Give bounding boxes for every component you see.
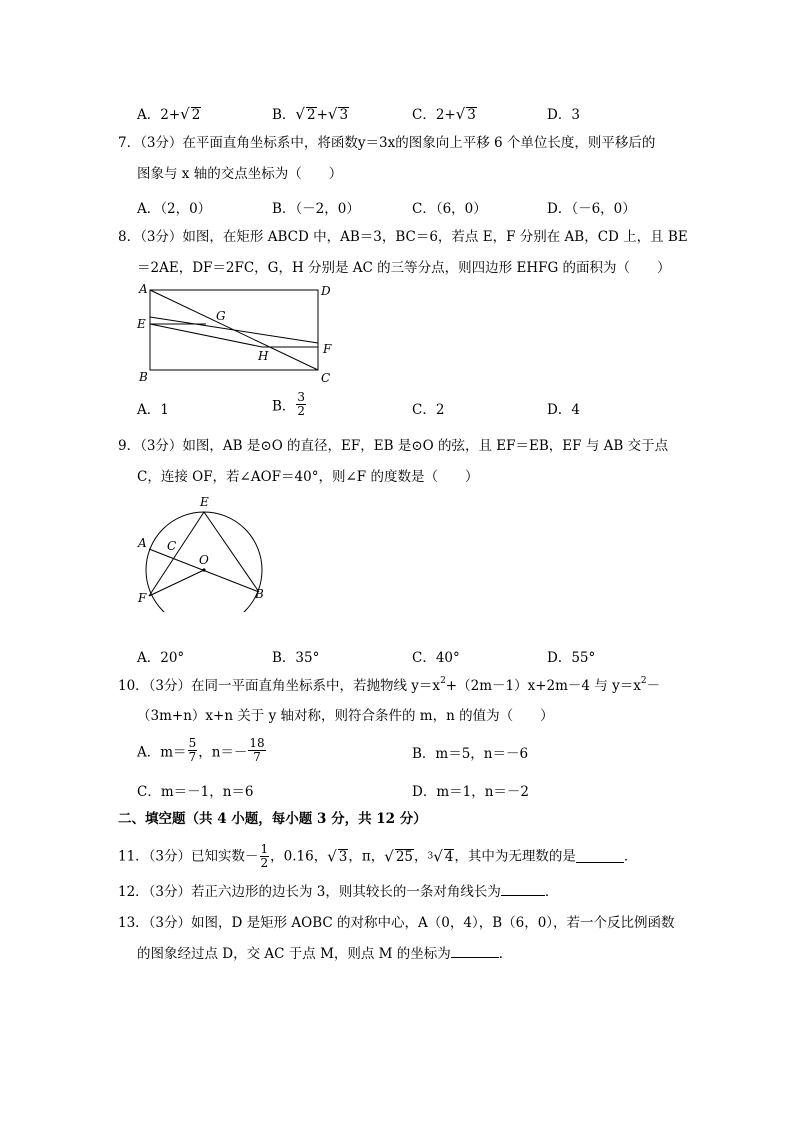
q12-answer-blank[interactable] [501, 883, 545, 896]
q8-option-b [272, 391, 307, 418]
q8-stem-line1: 8．（3分）如图，在矩形 ABCD 中，AB＝3，BC＝6，若点 E，F 分别在 AB，CD 上，且 BE [118, 229, 688, 245]
segment-ef [150, 317, 318, 343]
q9-option-c: C．40° [412, 650, 460, 666]
q8-option-c: C．2 [412, 402, 445, 418]
label-c: C [321, 371, 331, 385]
label-e: E [200, 495, 209, 509]
q13-stem-line2 [137, 944, 512, 964]
label-d: D [321, 284, 331, 298]
q6-plus: + [316, 107, 328, 123]
q8-option-a: A．1 [137, 402, 169, 418]
q7-option-a: A．（2，0） [137, 201, 212, 217]
q6-option-a-label: A．2+ [137, 107, 181, 123]
q10-exponent-1: 2 [440, 676, 446, 686]
q6-option-b-radicand-1: 2 [306, 107, 316, 123]
q13-stem-line1: 13．（3分）如图，D 是矩形 AOBC 的对称中心，A（0，4），B（6，0），若一个反比例函数 [118, 915, 675, 931]
q11-stem: 11．（3分）已知实数－ $\frac{1}{2}$ ，0.16，√ 3，π，√ 25，3√ 4，其中为无理数的是 ． [118, 842, 638, 870]
q9-option-b: B．35° [272, 650, 320, 666]
q6-option-c-radicand: 3 [467, 107, 476, 123]
q10-stem-part3: － [646, 678, 661, 694]
q6-option-c-label: C．2+ [412, 107, 456, 123]
label-h: H [258, 349, 269, 363]
q10-option-a-m: A．m＝ [137, 744, 187, 761]
q10-option-d: D．m＝1，n＝－2 [412, 784, 529, 800]
q7-stem-line2: 图象与 x 轴的交点坐标为（ ） [137, 166, 343, 182]
q13-answer-blank[interactable] [451, 945, 499, 958]
label-a: A [138, 536, 147, 550]
q6-option-c: C．2+√ 3 [412, 105, 476, 123]
q11-sqrt-25: 25 [395, 849, 414, 865]
label-o: O [199, 553, 209, 567]
q10-option-a-n: ，n＝－ [198, 744, 248, 761]
q7-option-b: B．（－2，0） [272, 201, 360, 217]
q6-option-d: D．3 [547, 107, 580, 123]
q10-option-a [137, 737, 267, 764]
q10-option-a-fraction-1: $\frac{5}{7}$ [188, 736, 197, 764]
q11-text-5: ，其中为无理数的是 [454, 848, 576, 865]
q6-option-a-radicand: 2 [191, 107, 201, 123]
label-g: G [216, 309, 226, 323]
q12-text: 12．（3分）若正六边形的边长为 3，则其较长的一条对角线长为 [118, 884, 501, 900]
label-a: A [139, 282, 148, 296]
q9-circle-figure [132, 492, 272, 612]
q8-rectangle-figure [132, 280, 342, 388]
q11-text-1: 11．（3分）已知实数－ [118, 848, 259, 865]
section-heading-fill-in: 二、填空题（共 4 小题，每小题 3 分，共 12 分） [118, 811, 427, 827]
q8-stem-line2: ＝2AE，DF＝2FC，G，H 分别是 AC 的三等分点，则四边形 EHFG 的面积为（ ） [137, 260, 671, 276]
q8-option-d: D．4 [547, 402, 580, 418]
q7-stem-line1: 7．（3分）在平面直角坐标系中，将函数y＝3x的图象向上平移 6 个单位长度，则平移后的 [118, 135, 656, 151]
q11-fraction: $\frac{1}{2}$ [260, 842, 269, 870]
q7-option-c: C．（6，0） [412, 201, 487, 217]
q13-text: 的图象经过点 D，交 AC 于点 M，则点 M 的坐标为 [137, 946, 451, 962]
label-e: E [137, 317, 146, 331]
q10-option-a-fraction-2: $\frac{18}{7}$ [249, 736, 265, 764]
q7-option-d: D．（－6，0） [547, 201, 636, 217]
q9-stem-line2: C，连接 OF，若∠AOF＝40°，则∠F 的度数是（ ） [137, 469, 479, 485]
q11-answer-blank[interactable] [576, 850, 624, 863]
q10-stem-part1: 10．（3分）在同一平面直角坐标系中，若抛物线 y＝x [118, 678, 441, 694]
q9-option-d: D．55° [547, 650, 596, 666]
q12-period: ． [544, 884, 559, 900]
q6-option-b-label: B． [272, 107, 296, 123]
label-b: B [139, 370, 148, 384]
label-b: B [255, 587, 264, 601]
q12-stem [118, 882, 558, 902]
label-c: C [167, 539, 177, 553]
q6-option-b: B．√ 2+√ 3 [272, 105, 349, 123]
q9-stem-line1: 9．（3分）如图，AB 是⊙O 的直径，EF，EB 是⊙O 的弦，且 EF＝EB，EF 与 AB 交于点 [118, 438, 669, 454]
q11-cube-root-4: 4 [444, 849, 454, 865]
chord-eb [204, 512, 259, 592]
q8-option-b-fraction: $\frac{3}{2}$ [297, 390, 306, 418]
q11-text-2: ，0.16， [270, 848, 328, 865]
center-point [202, 568, 205, 571]
q13-period: ． [498, 946, 513, 962]
q11-cube-root-index: 3 [427, 851, 434, 862]
q6-option-a: A．2+√ 2 [137, 105, 201, 123]
q11-text-4: ， [414, 848, 428, 865]
q11-text-3: ，π， [348, 848, 385, 865]
label-f: F [323, 342, 332, 356]
q10-exponent-2: 2 [640, 676, 647, 686]
q11-period: ． [623, 848, 638, 865]
q6-option-b-radicand-2: 3 [339, 107, 349, 123]
q10-stem-line1 [118, 676, 660, 696]
q11-sqrt-3: 3 [338, 849, 348, 865]
label-f: F [138, 591, 147, 605]
q9-option-a: A．20° [137, 650, 185, 666]
q10-option-c: C．m＝－1，n＝6 [137, 784, 254, 800]
q10-stem-part2: +（2m－1）x+2m－4 与 y＝x [445, 678, 641, 694]
q8-option-b-label: B． [272, 398, 296, 415]
q10-stem-line2: （3m+n）x+n 关于 y 轴对称，则符合条件的 m，n 的值为（ ） [137, 708, 554, 724]
q10-option-b: B．m＝5，n＝－6 [412, 746, 529, 762]
